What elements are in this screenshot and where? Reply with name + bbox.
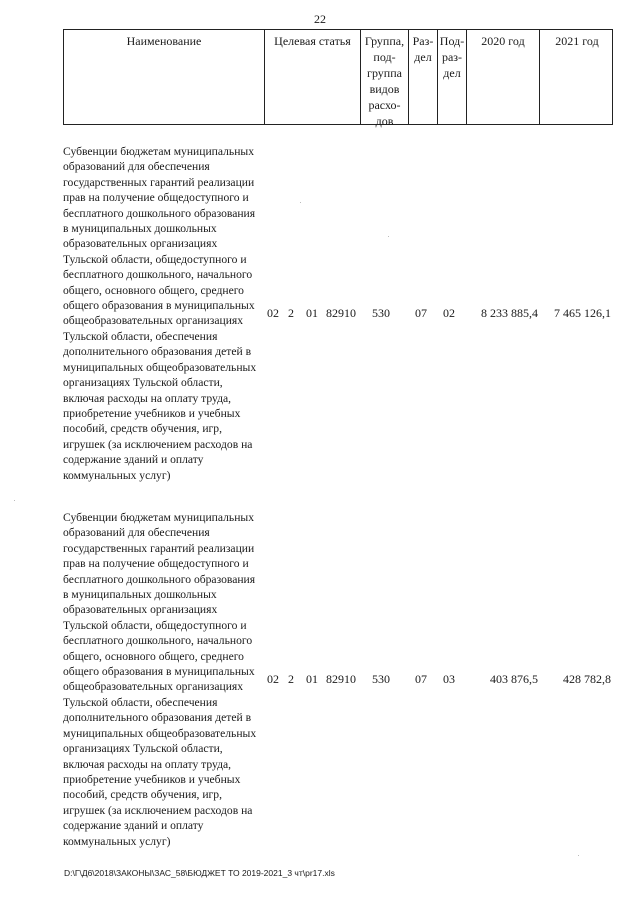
row-article-program: 02 — [267, 672, 279, 686]
header-target-article: Целевая статья — [265, 30, 361, 124]
header-year-2021: 2021 год — [555, 34, 599, 48]
header-name: Наименование — [64, 30, 265, 124]
row-subsection: 03 — [443, 672, 455, 686]
row-section: 07 — [415, 672, 427, 686]
row-amount-2021: 7 465 126,1 — [554, 306, 611, 320]
row-section: 07 — [415, 306, 427, 320]
scan-speck — [578, 855, 579, 856]
header-subsection: Под- раз- дел — [438, 30, 467, 124]
scan-speck — [388, 236, 389, 237]
row-article-subprogram: 2 — [288, 306, 294, 320]
row-expense-group: 530 — [372, 306, 390, 320]
table-row — [63, 510, 623, 850]
row-expense-group: 530 — [372, 672, 390, 686]
row-subsection: 02 — [443, 306, 455, 320]
row-amount-2020: 8 233 885,4 — [481, 306, 538, 320]
row-article-program: 02 — [267, 306, 279, 320]
header-year-2020: 2020 год — [467, 30, 540, 124]
row-amount-2020: 403 876,5 — [490, 672, 538, 686]
scan-speck — [300, 202, 301, 203]
row-name: Субвенции бюджетам муниципальных образований для обеспечения государственных гарантий реализации прав на получение общедоступного и бесплатного дошкольного образования в муниципальных дошкольных образовательных организациях Тульской области, общедоступного и бесплатного дошкольного, начального общего, основного общего, среднего общего образования в муниципальных общеобразовательных организациях Тульской области, обеспечения дополнительного образования детей в муниципальных общеобразовательных организациях Тульской области, включая расходы на оплату труда, приобретение учебников и учебных пособий, средств обучения, игр, игрушек (за исключением расходов на содержание зданий и оплату коммунальных услуг) — [63, 511, 257, 848]
row-article-direction: 82910 — [326, 672, 356, 686]
footer-file-path: D:\Г\Д6\2018\ЗАКОНЫ\ЗАС_58\БЮДЖЕТ ТО 2019-2021_3 чт\pr17.xls — [64, 868, 335, 878]
row-article-event: 01 — [306, 306, 318, 320]
page-number: 22 — [314, 12, 326, 26]
table-header — [63, 29, 613, 128]
row-article-subprogram: 2 — [288, 672, 294, 686]
table-row — [63, 144, 623, 484]
scan-speck — [14, 500, 15, 501]
row-name: Субвенции бюджетам муниципальных образований для обеспечения государственных гарантий реализации прав на получение общедоступного и бесплатного дошкольного образования в муниципальных дошкольных образовательных организациях Тульской области, общедоступного и бесплатного дошкольного, начального общего, основного общего, среднего общего образования в муниципальных общеобразовательных организациях Тульской области, обеспечения дополнительного образования детей в муниципальных общеобразовательных организациях Тульской области, включая расходы на оплату труда, приобретение учебников и учебных пособий, средств обучения, игр, игрушек (за исключением расходов на содержание зданий и оплату коммунальных услуг) — [63, 145, 257, 482]
header-section: Раз- дел — [409, 30, 438, 124]
row-article-event: 01 — [306, 672, 318, 686]
row-amount-2021: 428 782,8 — [563, 672, 611, 686]
row-article-direction: 82910 — [326, 306, 356, 320]
header-expense-group: Группа, под- группа видов расхо- дов — [361, 30, 409, 124]
